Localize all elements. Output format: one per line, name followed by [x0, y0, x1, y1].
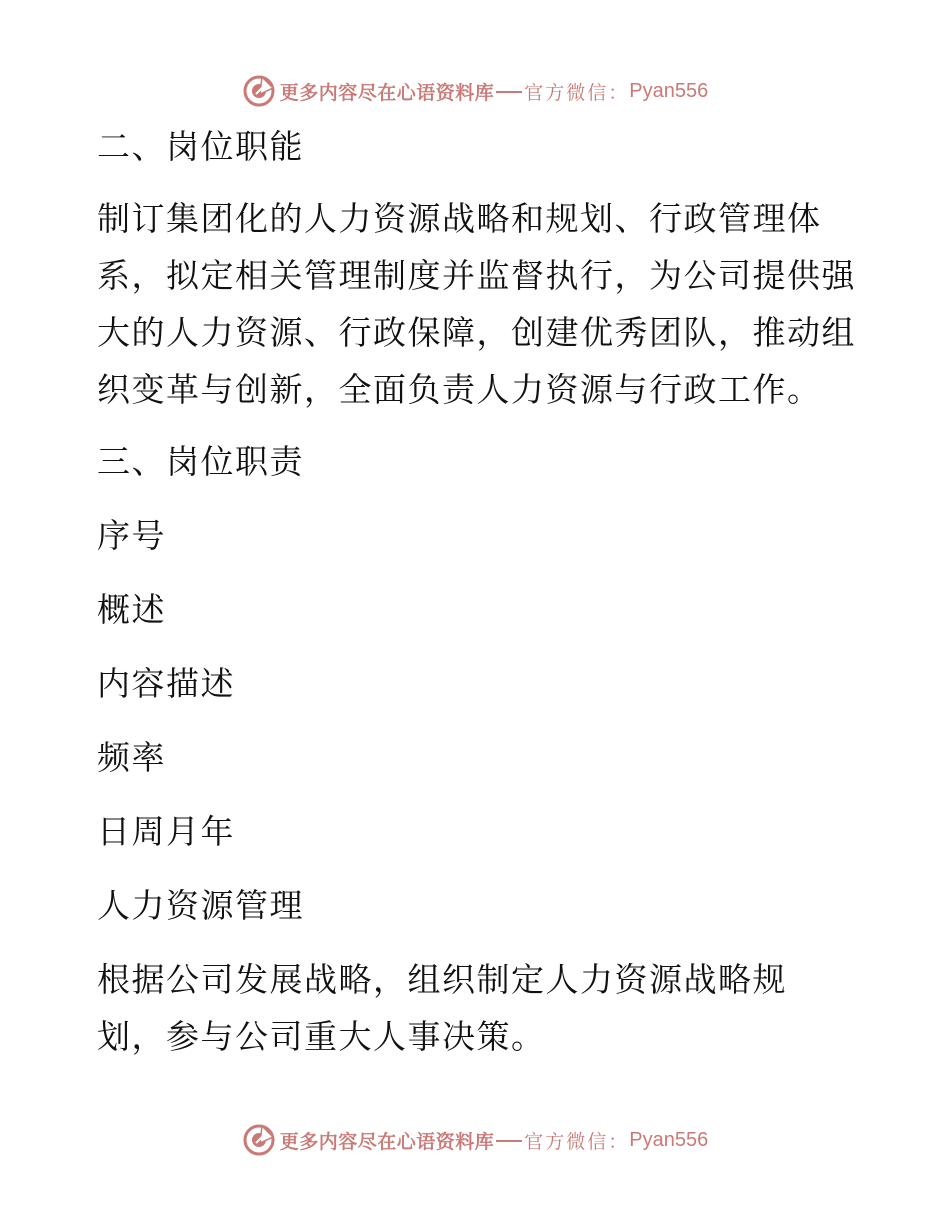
row-content-line: 根据公司发展战略，组织制定人力资源战略规	[97, 960, 787, 999]
pen-logo-icon	[242, 74, 276, 108]
paragraph-line: 大的人力资源、行政保障，创建优秀团队，推动组	[97, 313, 856, 352]
banner-main-text: 更多内容尽在心语资料库	[279, 81, 495, 104]
banner-main-text: 更多内容尽在心语资料库	[279, 1130, 495, 1153]
paragraph-line: 系，拟定相关管理制度并监督执行，为公司提供强	[97, 256, 856, 295]
document-body	[97, 118, 857, 1065]
paragraph-line: 制订集团化的人力资源战略和规划、行政管理体	[97, 199, 822, 238]
banner-wechat-label: 官方微信：	[524, 81, 630, 104]
pen-logo-icon	[242, 1123, 276, 1157]
row-content-line: 划，参与公司重大人事决策。	[97, 1017, 546, 1056]
banner-wechat-label: 官方微信：	[524, 1130, 630, 1153]
table-header-frequency: 频率	[97, 738, 166, 777]
footer-watermark-banner	[0, 1120, 950, 1160]
section-heading-duties: 三、岗位职责	[97, 442, 304, 481]
paragraph-line: 织变革与创新，全面负责人力资源与行政工作。	[97, 370, 822, 409]
table-header-number: 序号	[97, 516, 166, 555]
banner-dash	[496, 1140, 522, 1142]
row-summary-hr: 人力资源管理	[97, 886, 304, 925]
header-watermark-banner	[0, 71, 950, 111]
table-header-summary: 概述	[97, 590, 166, 629]
banner-dash	[496, 91, 522, 93]
section-heading-functions: 二、岗位职能	[97, 127, 304, 166]
table-header-content: 内容描述	[97, 664, 235, 703]
frequency-options: 日周月年	[97, 812, 235, 851]
banner-wechat-id: Pyan556	[629, 79, 709, 102]
banner-wechat-id: Pyan556	[629, 1128, 709, 1151]
